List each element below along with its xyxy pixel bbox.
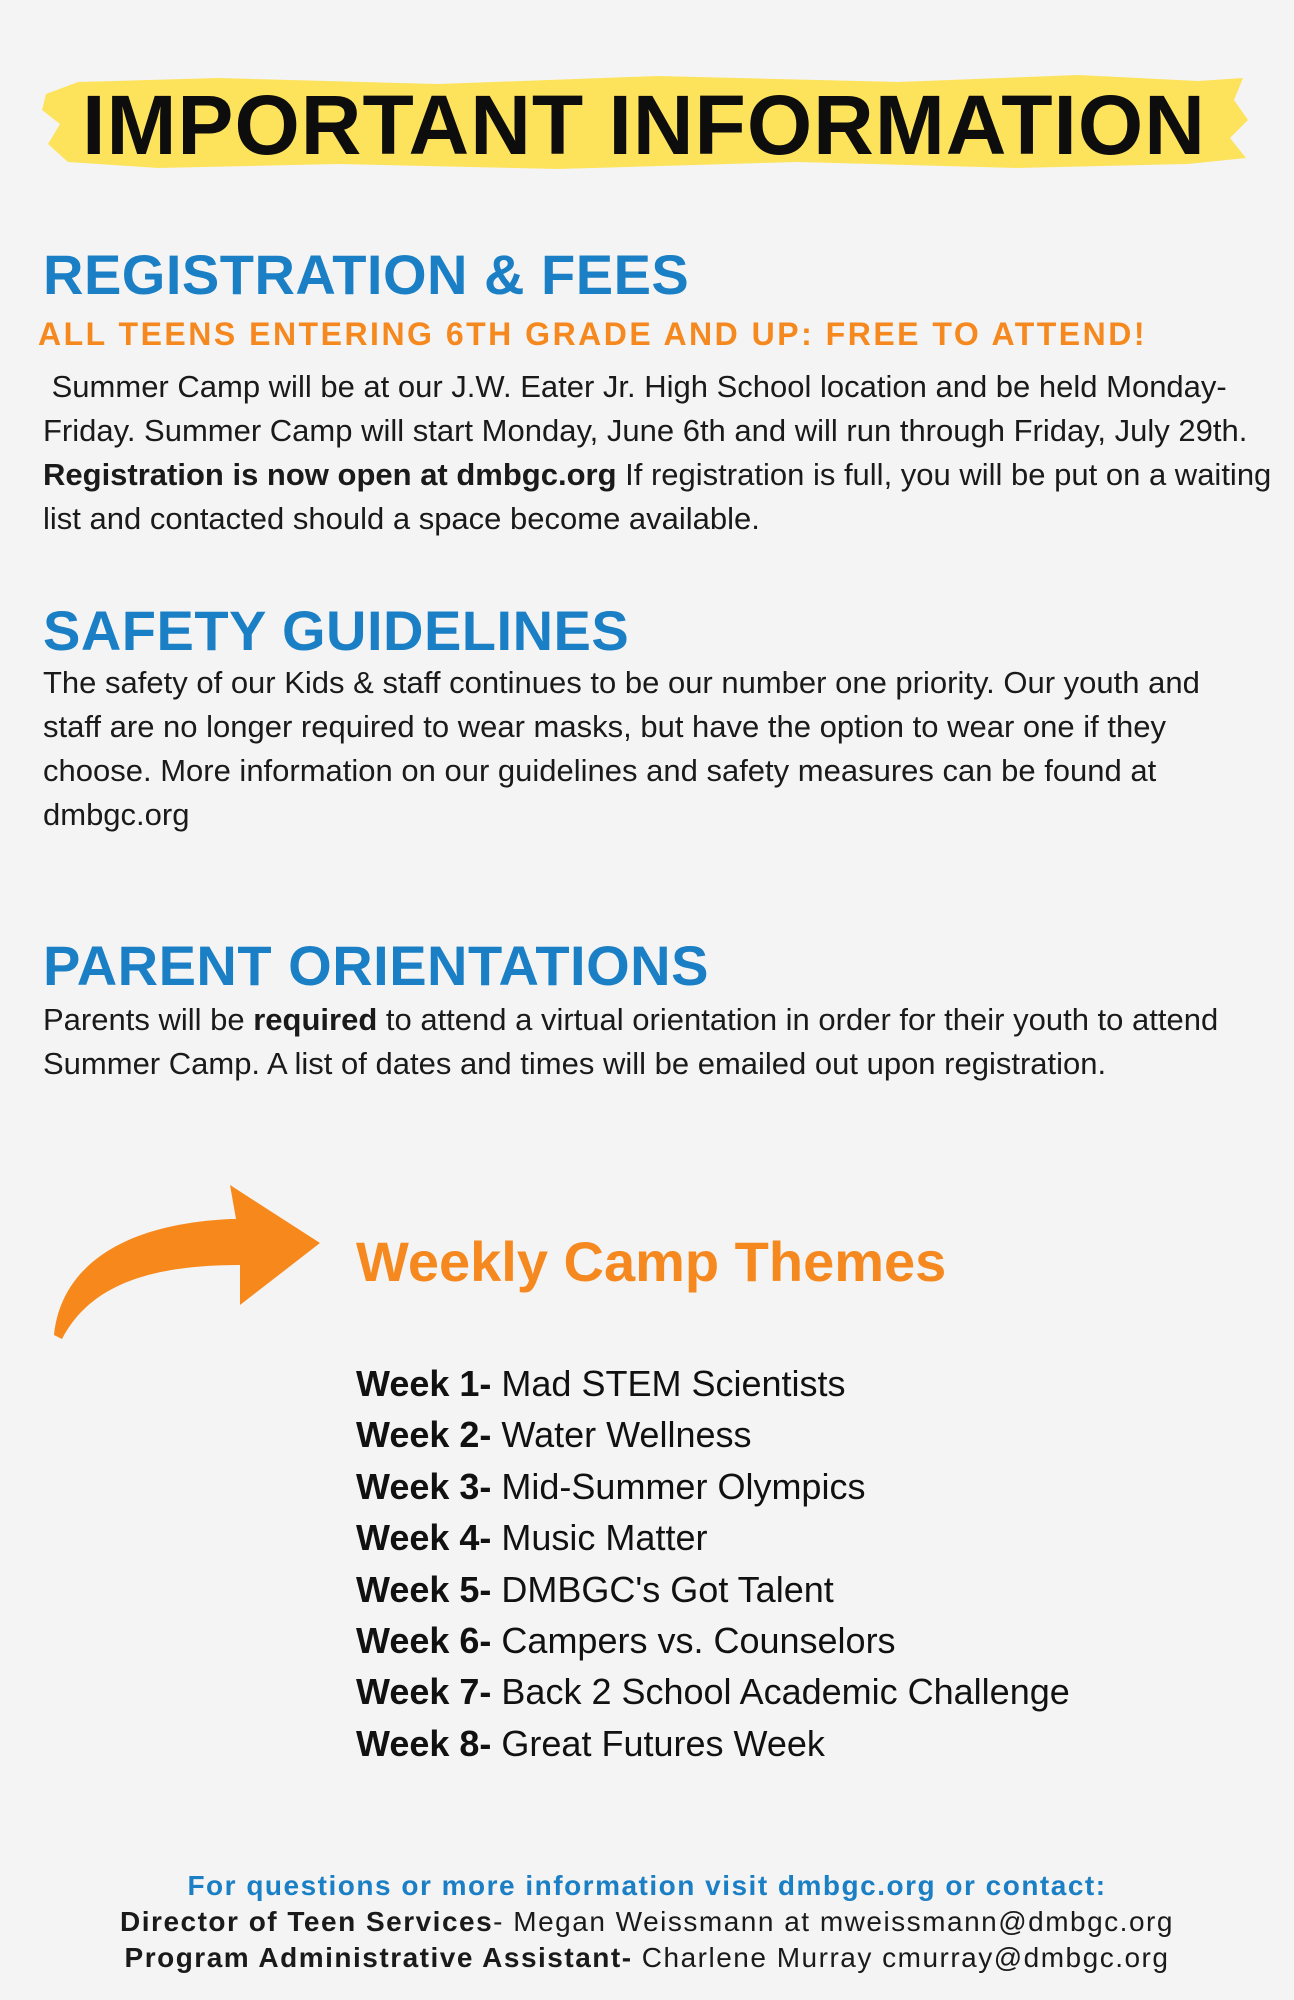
week-theme: DMBGC's Got Talent <box>501 1568 834 1610</box>
week-label: Week 7- <box>356 1671 492 1713</box>
week-label: Week 5- <box>356 1568 492 1610</box>
parent-body-end: to attend a virtual orientation in order for their youth to attend Summer Camp. A list of dates and times will be emailed out upon registration. <box>43 1002 1219 1081</box>
assistant-contact <box>0 1940 1294 1976</box>
week-label: Week 6- <box>356 1620 492 1662</box>
list-item <box>356 1718 1070 1769</box>
list-item <box>356 1461 1070 1512</box>
list-item <box>356 1564 1070 1615</box>
page-title: IMPORTANT INFORMATION <box>82 78 1206 172</box>
weekly-themes-heading: Weekly Camp Themes <box>356 1230 947 1293</box>
assistant-role: Program Administrative Assistant- <box>124 1942 633 1973</box>
week-theme: Great Futures Week <box>501 1722 825 1764</box>
curved-arrow-icon <box>40 1165 330 1345</box>
parent-body-start: Parents will be <box>43 1002 254 1037</box>
director-role: Director of Teen Services <box>120 1906 494 1937</box>
title-banner <box>38 72 1250 172</box>
safety-heading: SAFETY GUIDELINES <box>43 599 630 662</box>
week-theme: Campers vs. Counselors <box>501 1620 896 1662</box>
assistant-details: Charlene Murray cmurray@dmbgc.org <box>632 1942 1170 1973</box>
safety-body: The safety of our Kids & staff continues to be our number one priority. Our youth and staff are no longer required to wear masks, but have the option to wear one if they choose. More information on our guidelines and safety measures can be found at dmbgc.org <box>43 665 1200 832</box>
director-details: - Megan Weissmann at mweissmann@dmbgc.org <box>493 1906 1174 1937</box>
registration-body <box>43 365 1280 541</box>
week-label: Week 2- <box>356 1414 492 1456</box>
registration-heading: REGISTRATION & FEES <box>43 243 690 306</box>
list-item <box>356 1409 1070 1460</box>
weekly-themes-list <box>356 1358 1070 1769</box>
required-text: required <box>253 1002 378 1037</box>
week-label: Week 8- <box>356 1722 492 1764</box>
parent-orientation-body <box>43 998 1243 1086</box>
director-contact <box>0 1904 1294 1940</box>
week-theme: Mid-Summer Olympics <box>501 1465 866 1507</box>
registration-body-end: If registration is full, you will be put on a waiting list and contacted should a space become available. <box>43 457 1280 536</box>
week-label: Week 1- <box>356 1363 492 1404</box>
registration-body-start: Summer Camp will be at our J.W. Eater Jr. High School location and be held Monday-Friday. Summer Camp will start Monday, June 6th and will run through Friday, July 29th. <box>43 369 1256 448</box>
list-item <box>356 1512 1070 1563</box>
week-label: Week 3- <box>356 1465 492 1507</box>
week-theme: Water Wellness <box>501 1414 752 1456</box>
registration-open-text: Registration is now open at dmbgc.org <box>43 457 617 492</box>
list-item <box>356 1666 1070 1717</box>
list-item <box>356 1615 1070 1666</box>
free-attend-subtitle: ALL TEENS ENTERING 6TH GRADE AND UP: FREE TO ATTEND! <box>38 316 1147 352</box>
contact-footer <box>0 1868 1294 1976</box>
week-theme: Music Matter <box>501 1517 708 1559</box>
week-label: Week 4- <box>356 1517 492 1559</box>
week-theme: Mad STEM Scientists <box>501 1363 846 1404</box>
parent-orientation-heading: PARENT ORIENTATIONS <box>43 934 709 997</box>
week-theme: Back 2 School Academic Challenge <box>501 1671 1070 1713</box>
list-item <box>356 1358 1070 1409</box>
contact-question: For questions or more information visit dmbgc.org or contact: <box>187 1870 1107 1901</box>
